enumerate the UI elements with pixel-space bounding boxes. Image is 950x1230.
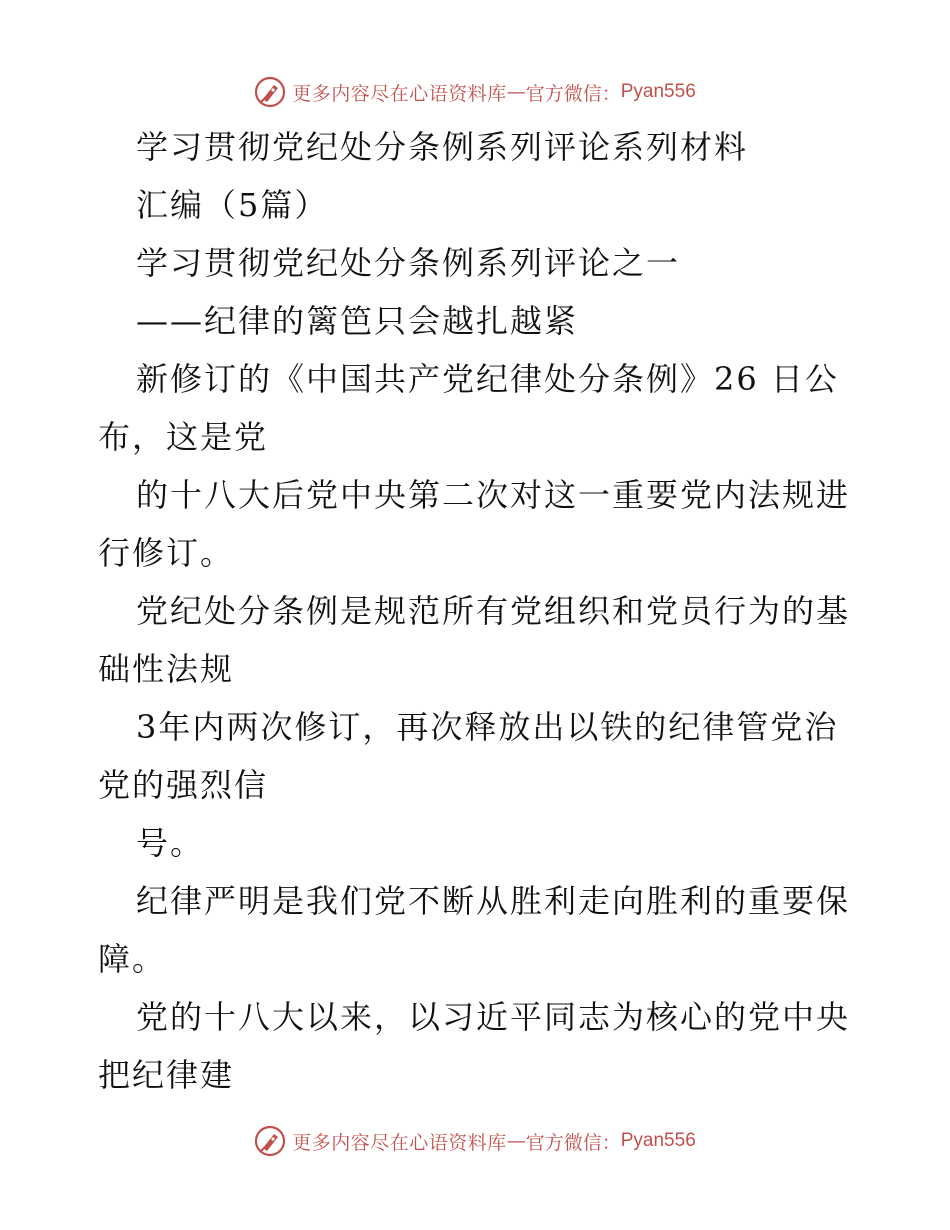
- paragraph-line: 纪律严明是我们党不断从胜利走向胜利的重要保: [136, 882, 851, 920]
- paragraph-line: 布，这是党: [98, 418, 269, 456]
- pen-nib-logo-icon: [254, 76, 286, 108]
- paragraph-line: 党的十八大以来，以习近平同志为核心的党中央: [136, 998, 851, 1036]
- banner-wechat-id: Pyan556: [620, 1130, 696, 1151]
- paragraph-line: 的十八大后党中央第二次对这一重要党内法规进: [136, 476, 851, 514]
- doc-title-line-2: 汇编（5篇）: [136, 186, 329, 224]
- banner-separator: —: [506, 1130, 526, 1152]
- banner-wechat-label: 官方微信：: [525, 1131, 621, 1154]
- paragraph-line: 把纪律建: [98, 1056, 235, 1094]
- paragraph-line: 3年内两次修订，再次释放出以铁的纪律管党治: [136, 708, 839, 746]
- paragraph-line: 障。: [98, 940, 167, 978]
- paragraph-line: 党的强烈信: [98, 766, 269, 804]
- banner-wechat-label: 官方微信：: [525, 82, 621, 105]
- paragraph-line: 行修订。: [98, 534, 235, 572]
- banner-separator: —: [506, 81, 526, 103]
- paragraph-line: 础性法规: [98, 650, 235, 688]
- paragraph-line: 号。: [136, 824, 205, 862]
- banner-main-text: 更多内容尽在心语资料库: [292, 82, 507, 105]
- doc-subtitle-line-2: ——纪律的篱笆只会越扎越紧: [136, 302, 579, 340]
- doc-subtitle-line-1: 学习贯彻党纪处分条例系列评论之一: [136, 244, 681, 282]
- paragraph-line: 新修订的《中国共产党纪律处分条例》26 日公: [136, 360, 839, 398]
- footer-banner: [0, 1121, 950, 1161]
- pen-nib-logo-icon: [254, 1125, 286, 1157]
- banner-wechat-id: Pyan556: [620, 81, 696, 102]
- paragraph-line: 党纪处分条例是规范所有党组织和党员行为的基: [136, 592, 851, 630]
- doc-title-line-1: 学习贯彻党纪处分条例系列评论系列材料: [136, 128, 749, 166]
- banner-main-text: 更多内容尽在心语资料库: [292, 1131, 507, 1154]
- header-banner: [0, 72, 950, 112]
- document-body: [98, 118, 858, 1104]
